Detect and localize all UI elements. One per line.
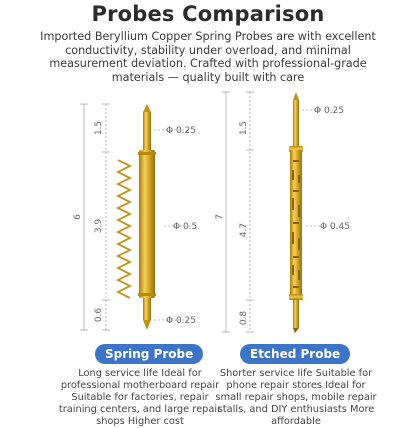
right-seg-bottom: 0.8 (239, 310, 249, 326)
right-dia-mid: Φ 0.45 (320, 222, 350, 232)
left-dia-top: Φ 0.25 (166, 126, 196, 136)
left-dia-mid: Φ 0.5 (173, 222, 198, 232)
left-seg-top: 1.5 (94, 120, 104, 136)
page-title: Probes Comparison (91, 2, 325, 26)
left-seg-mid: 3.9 (94, 218, 104, 234)
spring-probe-note: Long service life Ideal for professional motherboard repair Suitable for factories, repair training centers, and large repair shops Higher cost (58, 368, 222, 427)
right-dimension-lines (222, 92, 320, 332)
left-dimension-lines (80, 104, 190, 330)
right-total-length: 7 (215, 214, 225, 220)
spring-probe-image (138, 104, 156, 330)
right-seg-mid: 4.7 (239, 222, 249, 238)
left-total-length: 6 (73, 214, 83, 220)
left-seg-bottom: 0.6 (94, 307, 104, 323)
etched-probe-note: Shorter service life Suitable for phone repair stores Ideal for small repair shops, mobile repair stalls, and DIY enthusiasts More affordable (215, 368, 377, 427)
right-seg-top: 1.5 (239, 120, 249, 136)
spring-coil-image (118, 160, 130, 298)
etched-probe-image (289, 92, 303, 333)
spring-probe-badge: Spring Probe (95, 344, 203, 364)
left-dia-bottom: Φ 0.25 (166, 316, 196, 326)
description-text: Imported Beryllium Copper Spring Probes are with excellent conductivity, stability under overload, and minimal measurement deviation. Crafted with professional-grade materials — quality built with care (40, 30, 376, 84)
etched-probe-badge: Etched Probe (240, 344, 350, 364)
right-dia-top: Φ 0.25 (314, 106, 344, 116)
